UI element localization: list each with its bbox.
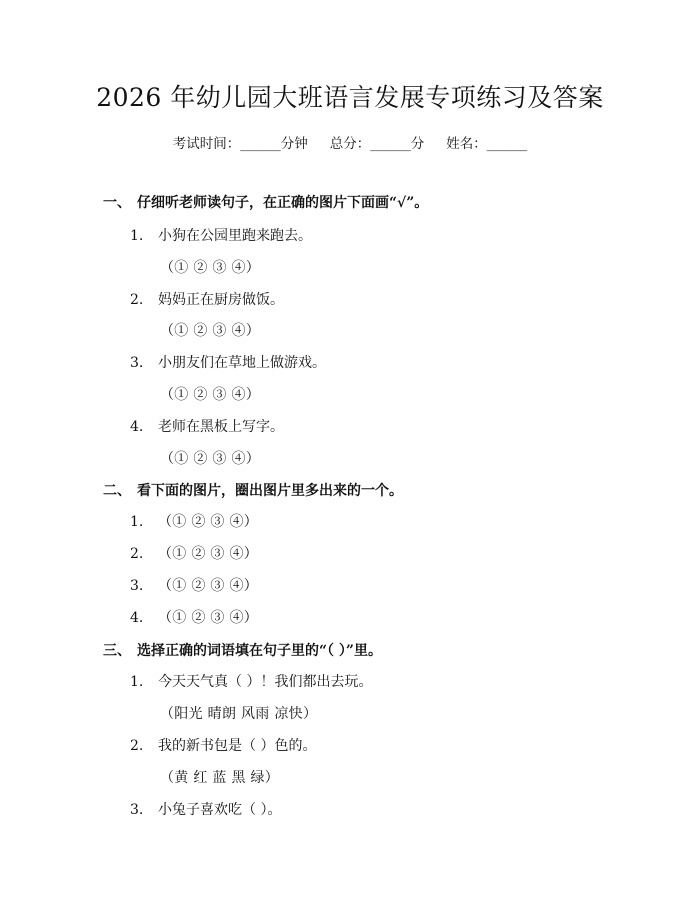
- page-title: 2026 年幼儿园大班语言发展专项练习及答案: [96, 83, 604, 112]
- word-choices: （黄 红 蓝 黑 绿）: [160, 770, 280, 786]
- section-heading: [103, 480, 403, 500]
- exam-meta: [0, 132, 700, 152]
- question-item: [130, 575, 258, 595]
- question-item: [130, 543, 258, 563]
- question-text: 小兔子喜欢吃（ ）。: [158, 802, 282, 818]
- word-choices: （阳光 晴朗 风雨 凉快）: [160, 706, 318, 722]
- answer-options: （① ② ③ ④）: [158, 546, 259, 562]
- question-item: [130, 225, 312, 245]
- section-number: 三、: [103, 643, 131, 659]
- question-number: 1.: [130, 514, 144, 530]
- question-number: 4.: [130, 419, 144, 435]
- question-item: [130, 352, 326, 372]
- question-item: [130, 671, 372, 691]
- question-item: [130, 735, 316, 755]
- question-item: [130, 799, 281, 819]
- question-number: 3.: [130, 578, 144, 594]
- question-number: 3.: [130, 802, 144, 818]
- question-number: 3.: [130, 355, 144, 371]
- question-number: 4.: [130, 610, 144, 626]
- answer-options: （① ② ③ ④）: [158, 514, 259, 530]
- section-heading: [103, 640, 382, 660]
- section-title: 看下面的图片，圈出图片里多出来的一个。: [137, 483, 403, 499]
- question-text: 小狗在公园里跑来跑去。: [158, 228, 312, 244]
- question-item: [130, 607, 258, 627]
- question-item: [130, 416, 284, 436]
- answer-options: （① ② ③ ④）: [160, 451, 261, 467]
- section-number: 二、: [103, 483, 131, 499]
- question-text: 我的新书包是（ ）色的。: [158, 738, 317, 754]
- question-number: 1.: [130, 674, 144, 690]
- exam-score: 总分：______分: [329, 136, 425, 152]
- question-number: 2.: [130, 292, 144, 308]
- section-title: 仔细听老师读句子，在正确的图片下面画“√”。: [137, 195, 429, 211]
- question-item: [130, 289, 284, 309]
- question-item: [130, 511, 258, 531]
- answer-options: （① ② ③ ④）: [160, 323, 261, 339]
- section-title: 选择正确的词语填在句子里的“（ ）”里。: [137, 643, 382, 659]
- question-text: 老师在黑板上写字。: [158, 419, 284, 435]
- question-text: 今天天气真（ ）！我们都出去玩。: [158, 674, 373, 690]
- question-number: 2.: [130, 738, 144, 754]
- section-number: 一、: [103, 195, 131, 211]
- question-text: 妈妈正在厨房做饭。: [158, 292, 284, 308]
- question-text: 小朋友们在草地上做游戏。: [158, 355, 326, 371]
- answer-options: （① ② ③ ④）: [158, 578, 259, 594]
- exam-time: 考试时间：______分钟: [172, 136, 308, 152]
- question-number: 1.: [130, 228, 144, 244]
- section-heading: [103, 192, 428, 212]
- answer-options: （① ② ③ ④）: [160, 387, 261, 403]
- answer-options: （① ② ③ ④）: [158, 610, 259, 626]
- student-name: 姓名：______: [446, 136, 528, 152]
- question-number: 2.: [130, 546, 144, 562]
- answer-options: （① ② ③ ④）: [160, 260, 261, 276]
